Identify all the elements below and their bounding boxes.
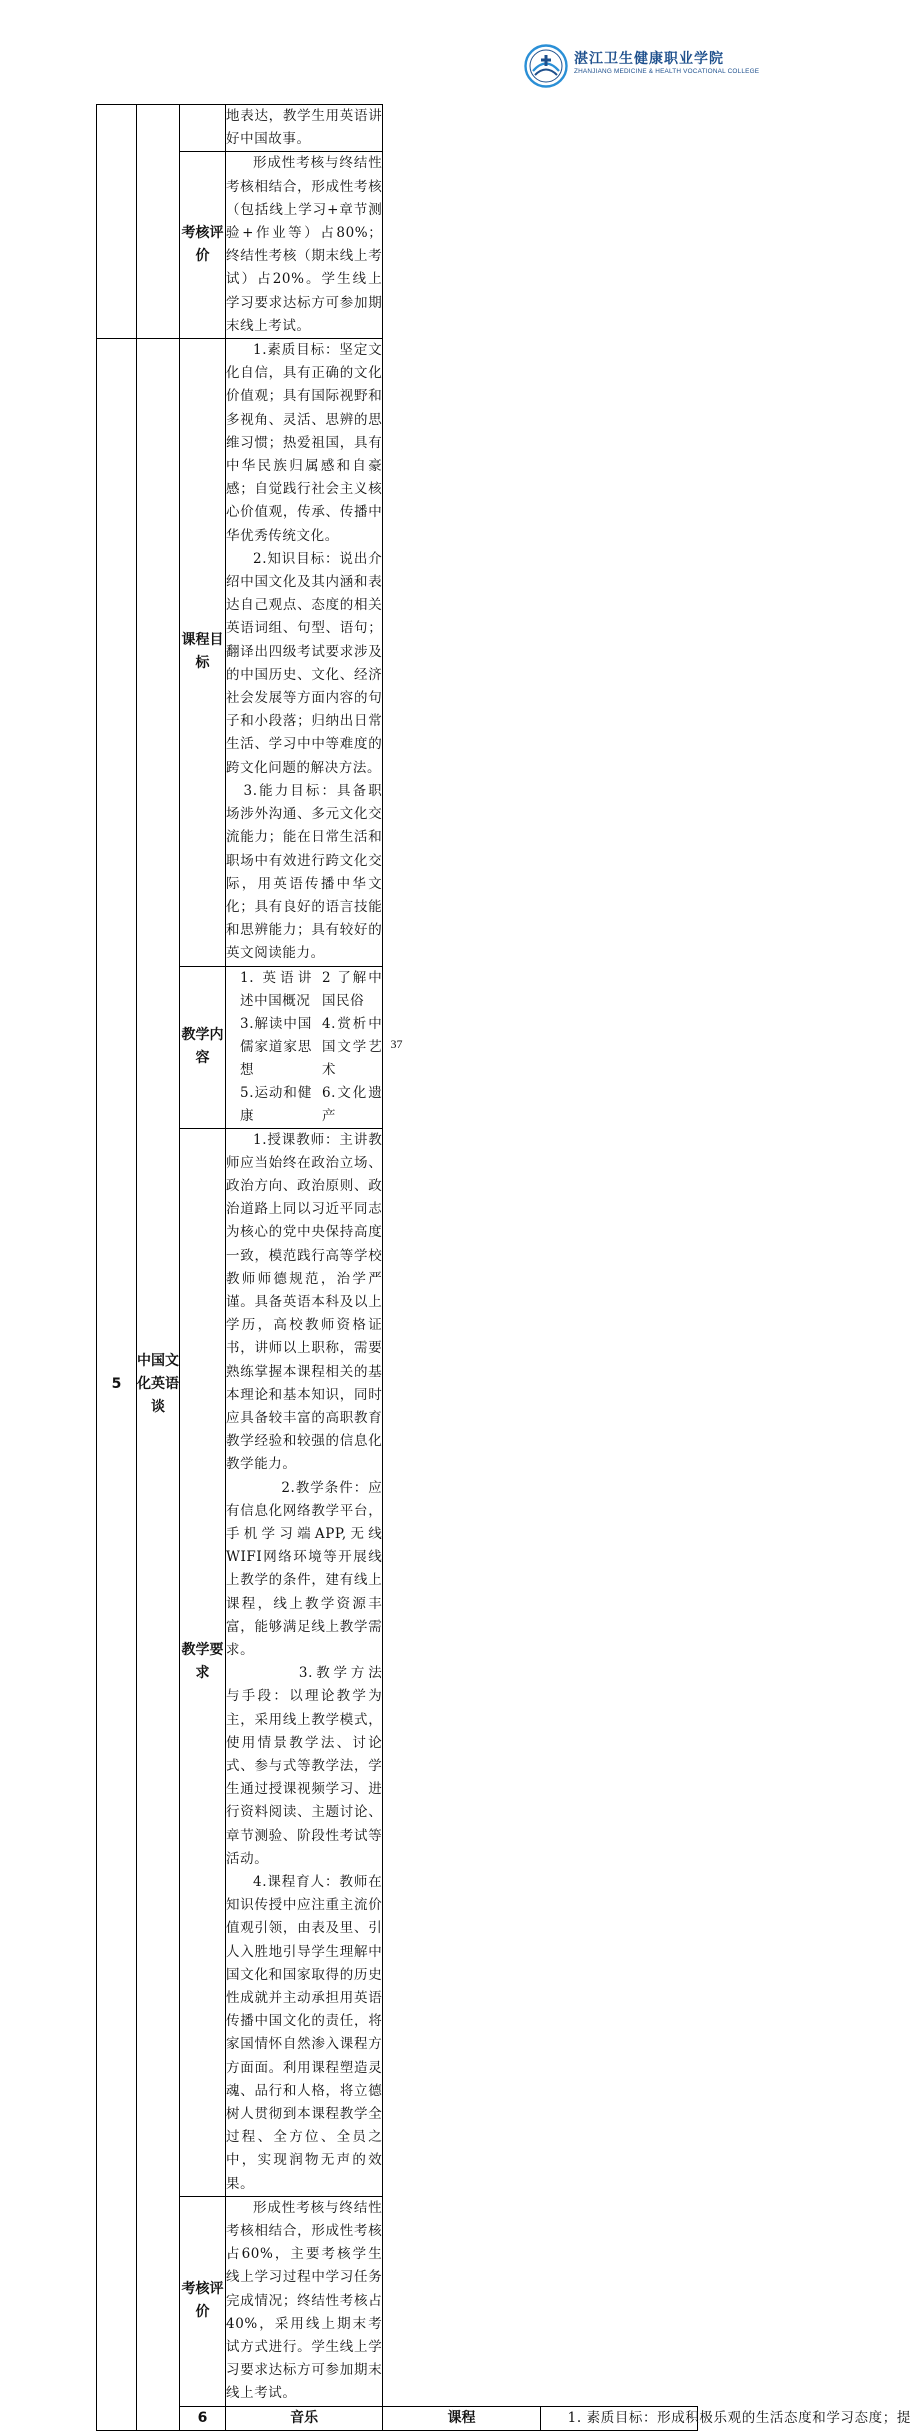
content-item: 5.运动和健康 (240, 1084, 312, 1124)
course5-objective-ability: 3.能力目标：具备职场涉外沟通、多元文化交流能力；能在日常生活和职场中有效进行跨文化交际，用英语传播中华文化；具有良好的语言技能和思辨能力；具有较好的英文阅读能力。 (226, 782, 383, 962)
curriculum-table (96, 104, 911, 2431)
course5-req-conditions: 2.教学条件：应有信息化网络教学平台，手机学习端APP,无线WIFI网络环境等开展线上教学的条件，建有线上课程，线上教学资源丰富，能够满足线上教学需求。 (226, 1479, 383, 1658)
course5-content-label: 教学内容 (180, 966, 226, 1128)
content-item: 2 了解中国民俗 (321, 969, 383, 1009)
course5-objective-knowledge: 2.知识目标：说出介绍中国文化及其内涵和表达自己观点、态度的相关英语词组、句型、语句；翻译出四级考试要求涉及的中国历史、文化、经济社会发展等方面内容的句子和小段落；归纳出日常生活、学习中中等难度的跨文化问题的解决方法。 (226, 550, 383, 776)
prev-course-number-cell (97, 105, 137, 339)
course5-objectives-label: 课程目标 (180, 339, 226, 966)
prev-course-name-cell (137, 105, 180, 339)
prev-category-cell (180, 105, 226, 152)
course6-number: 6 (180, 2406, 226, 2430)
page-number: 37 (390, 1037, 403, 1051)
course5-requirements-row (97, 1128, 698, 2196)
course6-name: 音乐 (226, 2406, 383, 2430)
content-item: 3.解读中国儒家道家思想 (240, 1015, 312, 1078)
course5-req-methods: 3.教学方法与手段：以理论教学为主，采用线上教学模式，使用情景教学法、讨论式、参与式等教学法，学生通过授课视频学习、进行资料阅读、主题讨论、章节测验、阶段性考试等活动。 (226, 1665, 383, 1867)
continued-row (97, 105, 698, 152)
course6-label: 课程 (383, 2406, 540, 2430)
course5-assessment-text: 形成性考核与终结性考核相结合，形成性考核占60%，主要考核学生线上学习过程中学习任务完成情况；终结性考核占40%，采用线上期末考试方式进行。学生线上学习要求达标方可参加期末线上考试。 (226, 2199, 383, 2402)
course5-assessment-row (97, 2196, 698, 2406)
content-item: 1. 英语讲述中国概况 (240, 969, 312, 1009)
course5-assessment-label: 考核评价 (180, 2196, 226, 2406)
prev-assessment-text: 形成性考核与终结性考核相结合，形成性考核（包括线上学习+章节测验+作业等）占80%；终结性考核（期末线上考试）占20%。学生线上学习要求达标方可参加期末线上考试。 (226, 155, 383, 334)
content-item: 6.文化遗产 (321, 1084, 383, 1124)
prev-assessment-label: 考核评价 (180, 152, 226, 339)
content-item: 4.赏析中国文学艺术 (321, 1015, 383, 1078)
course6-row (97, 2406, 698, 2430)
school-emblem-icon (524, 44, 568, 88)
course5-req-education: 4.课程育人：教师在知识传授中应注重主流价值观引领，由表及里、引人入胜地引导学生理解中国文化和国家取得的历史性成就并主动承担用英语传播中国文化的责任，将家国情怀自然渗入课程方方面面。利用课程塑造灵魂、品行和人格，将立德树人贯彻到本课程教学全过程、全方位、全员之中，实现润物无声的效果。 (226, 1874, 383, 2192)
school-logo (524, 44, 760, 88)
continued-text: 地表达，教学生用英语讲好中国故事。 (226, 105, 383, 152)
school-name-en: ZHANJIANG MEDICINE & HEALTH VOCATIONAL COLLEGE (574, 68, 760, 75)
course6-text: 1. 素质目标：形成积极乐观的生活态度和学习态度；提 (567, 2409, 911, 2426)
course5-name: 中国文化英语谈 (137, 339, 180, 2431)
course5-requirements-label: 教学要求 (180, 1128, 226, 2196)
course5-objectives-row (97, 339, 698, 966)
course5-req-teacher: 1.授课教师：主讲教师应当始终在政治立场、政治方向、政治原则、政治道路上同以习近平同志为核心的党中央保持高度一致，模范践行高等学校教师师德规范，治学严谨。具备英语本科及以上学历，高校教师资格证书，讲师以上职称，需要熟练掌握本课程相关的基本理论和基本知识，同时应具备较丰富的高职教育教学经验和较强的信息化教学能力。 (226, 1131, 383, 1473)
course5-number: 5 (97, 339, 137, 2431)
school-name-cn: 湛江卫生健康职业学院 (574, 51, 724, 67)
course5-objective-quality: 1.素质目标：坚定文化自信，具有正确的文化价值观；具有国际视野和多视角、灵活、思辨的思维习惯；热爱祖国，具有中华民族归属感和自豪感；自觉践行社会主义核心价值观，传承、传播中华优秀传统文化。 (226, 342, 383, 544)
prev-assessment-row (97, 152, 698, 339)
